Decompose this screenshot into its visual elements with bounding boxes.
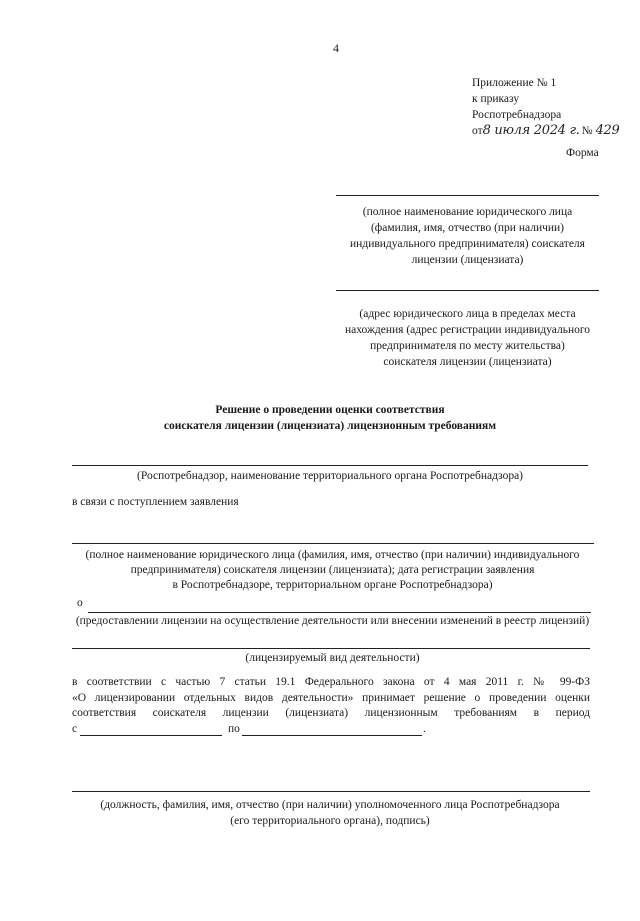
period-from-line: [80, 735, 222, 736]
form-label: Форма: [566, 147, 599, 159]
appendix-line-3: Роспотребнадзора: [472, 109, 562, 121]
caption-line: лицензии (лицензиата): [411, 254, 524, 266]
in-connection-text: в связи с поступлением заявления: [72, 496, 239, 508]
period-to-label: по: [228, 722, 240, 735]
decision-line: в соответствии с частью 7 статьи 19.1 Федерального закона от 4 мая 2011 г. № 99-ФЗ: [72, 676, 590, 688]
number-prefix: №: [581, 125, 593, 137]
activity-caption: (лицензируемый вид деятельности): [245, 652, 420, 664]
caption-line: предпринимателя) соискателя лицензии (лицензиата); дата регистрации заявления: [130, 564, 535, 576]
authority-line: [72, 465, 588, 466]
period-from-label: с: [72, 722, 78, 735]
appendix-date-line: [472, 123, 620, 139]
activity-line: [72, 648, 590, 649]
caption-line: нахождения (адрес регистрации индивидуального: [344, 324, 591, 336]
authority-caption: (Роспотребнадзор, наименование территориального органа Роспотребнадзора): [137, 470, 523, 482]
application-line: [72, 543, 594, 544]
caption-line: (фамилия, имя, отчество (при наличии): [370, 222, 565, 234]
caption-line: соискателя лицензии (лицензиата): [383, 356, 552, 368]
period-to-line: [242, 735, 422, 736]
period-end: .: [423, 722, 426, 735]
date-prefix: от: [472, 125, 483, 137]
period-line: [72, 722, 590, 738]
appendix-block: [472, 75, 620, 139]
applicant-name-line: [336, 195, 599, 196]
title-line: соискателя лицензии (лицензиата) лицензионным требованиям: [163, 420, 497, 432]
purpose-line: [88, 612, 591, 613]
caption-line: (полное наименование юридического лица: [362, 206, 573, 218]
appendix-line-1: Приложение № 1: [472, 77, 557, 89]
caption-line: (его территориального органа), подпись): [230, 815, 430, 827]
decision-paragraph: [72, 675, 590, 738]
applicant-name-caption: [335, 204, 600, 268]
applicant-address-line: [336, 290, 599, 291]
purpose-caption: (предоставлении лицензии на осуществление деятельности или внесении изменений в реестр лицензий): [75, 615, 590, 627]
caption-line: предпринимателя по месту жительства): [370, 340, 565, 352]
appendix-line-2: к приказу: [472, 93, 520, 105]
page-number: 4: [333, 41, 339, 55]
caption-line: в Роспотребнадзоре, территориальном органе Роспотребнадзора): [172, 579, 493, 591]
handwritten-number: 429: [595, 123, 620, 138]
decision-line: «О лицензировании отдельных видов деятельности» принимает решение о проведении оценки: [72, 691, 590, 704]
caption-line: (адрес юридического лица в пределах места: [359, 308, 576, 320]
caption-line: индивидуального предпринимателя) соискателя: [350, 238, 585, 250]
handwritten-date: 8 июля 2024 г.: [482, 123, 580, 138]
document-title: [60, 402, 600, 434]
signatory-line: [72, 791, 590, 792]
caption-line: (полное наименование юридического лица (фамилия, имя, отчество (при наличии) индивидуального: [85, 549, 580, 561]
caption-line: (должность, фамилия, имя, отчество (при наличии) уполномоченного лица Роспотребнадзора: [100, 799, 560, 811]
title-line: Решение о проведении оценки соответствия: [215, 404, 445, 416]
about-prefix: о: [77, 597, 83, 609]
signatory-caption: [60, 797, 600, 829]
decision-line: соответствия соискателя лицензии (лицензиата) лицензионным требованиям в период: [72, 707, 590, 719]
application-caption: [60, 548, 605, 593]
applicant-address-caption: [330, 306, 605, 370]
